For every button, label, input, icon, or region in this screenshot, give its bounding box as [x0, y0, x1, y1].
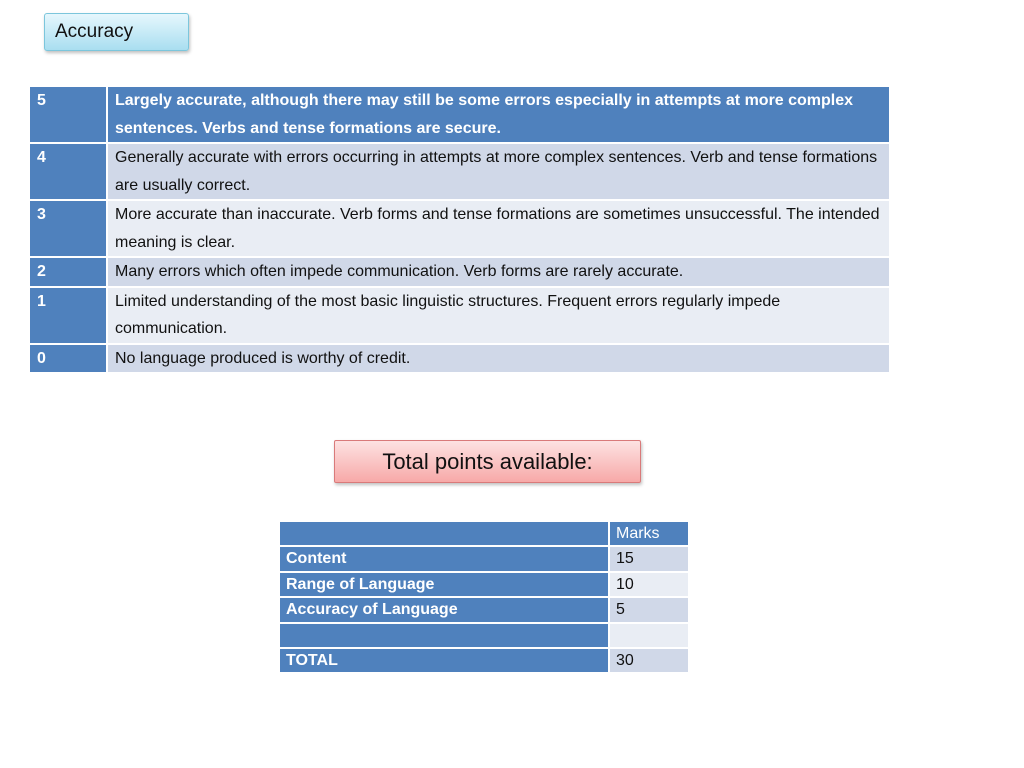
total-points-heading: Total points available: [334, 440, 641, 483]
table-row [29, 257, 890, 287]
accuracy-rubric-table [28, 85, 891, 374]
descriptor-cell: No language produced is worthy of credit. [107, 344, 890, 374]
table-row [279, 597, 689, 622]
descriptor-cell: Many errors which often impede communication. Verb forms are rarely accurate. [107, 257, 890, 287]
descriptor-cell: More accurate than inaccurate. Verb forms and tense formations are sometimes unsuccessful. The intended meaning is clear. [107, 200, 890, 257]
table-row [279, 572, 689, 597]
score-cell: 0 [29, 344, 107, 374]
row-label-cell: Range of Language [279, 572, 609, 597]
row-value-cell: 5 [609, 597, 689, 622]
header-marks-cell: Marks [609, 521, 689, 546]
table-row [29, 200, 890, 257]
row-label-cell [279, 623, 609, 648]
table-row [29, 287, 890, 344]
table-row [29, 143, 890, 200]
descriptor-cell: Generally accurate with errors occurring in attempts at more complex sentences. Verb and tense formations are usually correct. [107, 143, 890, 200]
score-cell: 2 [29, 257, 107, 287]
table-row [279, 623, 689, 648]
slide-title: Accuracy [44, 13, 189, 51]
marks-table [278, 520, 690, 674]
table-row [29, 344, 890, 374]
row-label-cell: TOTAL [279, 648, 609, 673]
table-row [279, 546, 689, 571]
table-header-row [279, 521, 689, 546]
row-label-cell: Content [279, 546, 609, 571]
table-row [29, 86, 890, 143]
table-row [279, 648, 689, 673]
score-cell: 4 [29, 143, 107, 200]
header-label-cell [279, 521, 609, 546]
row-value-cell [609, 623, 689, 648]
score-cell: 1 [29, 287, 107, 344]
score-cell: 3 [29, 200, 107, 257]
row-value-cell: 15 [609, 546, 689, 571]
score-cell: 5 [29, 86, 107, 143]
descriptor-cell: Largely accurate, although there may still be some errors especially in attempts at more complex sentences. Verbs and tense formations are secure. [107, 86, 890, 143]
row-value-cell: 10 [609, 572, 689, 597]
row-value-cell: 30 [609, 648, 689, 673]
row-label-cell: Accuracy of Language [279, 597, 609, 622]
descriptor-cell: Limited understanding of the most basic linguistic structures. Frequent errors regularly impede communication. [107, 287, 890, 344]
